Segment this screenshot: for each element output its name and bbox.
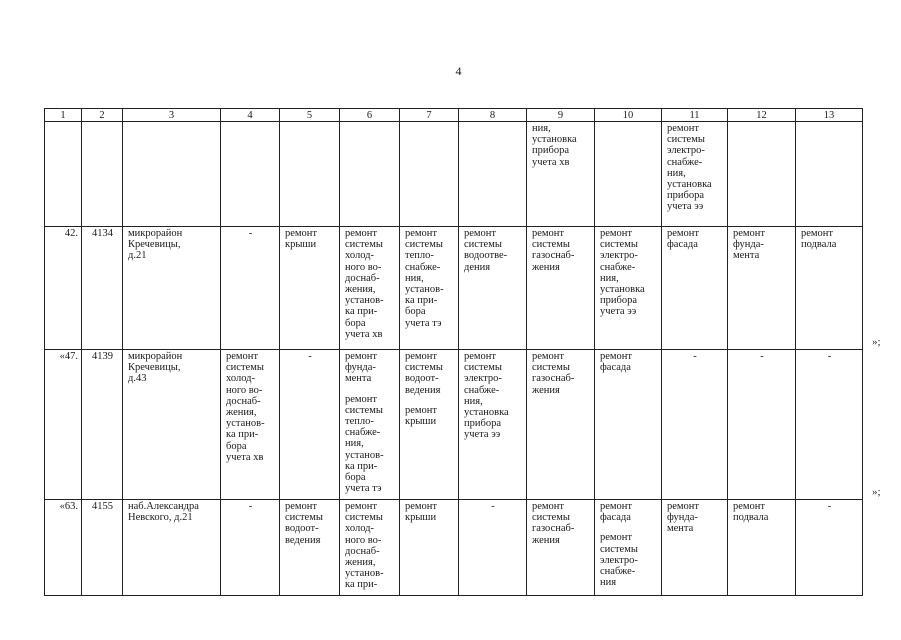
table-row xyxy=(45,227,863,350)
cell-text: 4155 xyxy=(92,501,113,512)
cell-text: 4139 xyxy=(92,351,113,362)
table-cell xyxy=(221,350,280,500)
cell-text: - xyxy=(827,501,832,512)
table-cell xyxy=(400,500,459,596)
cell-text: ремонт системы электро- снабже- ния, установка прибора учета ээ xyxy=(464,351,509,441)
table-cell xyxy=(728,500,796,596)
cell-text: «63. xyxy=(59,501,78,512)
table-cell xyxy=(340,500,400,596)
cell-text: «47. xyxy=(59,351,78,362)
table-cell xyxy=(595,227,662,350)
header-cell-13: 13 xyxy=(796,109,863,122)
header-cell-5: 5 xyxy=(280,109,340,122)
table-cell xyxy=(123,227,221,350)
cell-text: микрорайон Кречевицы, д.43 xyxy=(128,351,183,385)
table-cell xyxy=(459,500,527,596)
table-cell xyxy=(82,500,123,596)
table-cell xyxy=(45,350,82,500)
cell-text: ремонт системы электро- снабже- ния xyxy=(600,532,638,589)
cell-text: ремонт системы газоснаб- жения xyxy=(532,351,575,396)
cell-text: ния, установка прибора учета хв xyxy=(532,123,577,168)
cell-text: ремонт подвала xyxy=(801,228,837,251)
cell-text: ремонт системы электро- снабже- ния, установка прибора учета ээ xyxy=(600,228,645,318)
cell-text: ремонт крыши xyxy=(285,228,318,251)
table-cell xyxy=(595,350,662,500)
cell-text: ремонт системы газоснаб- жения xyxy=(532,501,575,546)
table-cell xyxy=(796,122,863,227)
table-cell xyxy=(280,122,340,227)
cell-text: ремонт фасада xyxy=(667,228,700,251)
cell-text: ремонт системы водоот- ведения xyxy=(285,501,323,546)
table-cell xyxy=(280,350,340,500)
table-row xyxy=(45,500,863,596)
cell-text: ремонт фасада xyxy=(600,351,633,374)
header-cell-1: 1 xyxy=(45,109,82,122)
table-cell xyxy=(796,227,863,350)
cell-text: ремонт системы водоотве- дения xyxy=(464,228,508,273)
table-cell xyxy=(82,227,123,350)
table-cell xyxy=(45,122,82,227)
table-cell xyxy=(459,350,527,500)
table-cell xyxy=(662,350,728,500)
header-row xyxy=(45,109,863,122)
table-cell xyxy=(82,350,123,500)
cell-text: ремонт фунда- мента xyxy=(667,501,700,535)
cell-text: - xyxy=(491,501,495,512)
cell-text: ремонт системы тепло- снабже- ния, установ- ка при- бора учета тэ xyxy=(405,228,444,329)
cell-text: - xyxy=(827,351,832,362)
cell-text: ремонт системы электро- снабже- ния, установка прибора учета ээ xyxy=(667,123,712,213)
cell-text: ремонт системы тепло- снабже- ния, установ- ка при- бора учета тэ xyxy=(345,393,384,495)
table-row xyxy=(45,350,863,500)
cell-text: микрорайон Кречевицы, д.21 xyxy=(128,228,183,262)
table-cell xyxy=(123,500,221,596)
cell-text: - xyxy=(693,351,697,362)
table-cell xyxy=(527,350,595,500)
header-cell-12: 12 xyxy=(728,109,796,122)
cell-text: ремонт подвала xyxy=(733,501,769,524)
table-cell xyxy=(280,500,340,596)
header-cell-4: 4 xyxy=(221,109,280,122)
table-cell xyxy=(400,122,459,227)
table-cell xyxy=(662,227,728,350)
cell-text: ремонт фунда- мента xyxy=(733,228,766,262)
table-cell xyxy=(221,500,280,596)
header-cell-11: 11 xyxy=(662,109,728,122)
table-cell xyxy=(796,350,863,500)
header-cell-6: 6 xyxy=(340,109,400,122)
table-cell xyxy=(340,350,400,500)
table-cell xyxy=(45,227,82,350)
repair-schedule-table xyxy=(44,108,863,596)
cell-text: - xyxy=(760,351,764,362)
table-cell xyxy=(123,350,221,500)
table-cell xyxy=(221,227,280,350)
table-cell xyxy=(123,122,221,227)
table-cell xyxy=(662,500,728,596)
header-cell-10: 10 xyxy=(595,109,662,122)
cell-text: ремонт фунда- мента xyxy=(345,351,378,385)
table-cell xyxy=(728,227,796,350)
cell-text: ремонт системы холод- ного во- доснаб- жения, установ- ка при- xyxy=(345,501,384,591)
table-cell xyxy=(662,122,728,227)
cell-text: - xyxy=(248,228,253,239)
cell-text: - xyxy=(248,501,253,512)
header-cell-3: 3 xyxy=(123,109,221,122)
header-cell-9: 9 xyxy=(527,109,595,122)
table-cell xyxy=(459,122,527,227)
header-cell-2: 2 xyxy=(82,109,123,122)
cell-text: ремонт крыши xyxy=(405,404,438,428)
table-cell xyxy=(527,122,595,227)
cell-text: 4134 xyxy=(92,228,113,239)
cell-text: ремонт системы холод- ного во- доснаб- жения, установ- ка при- бора учета хв xyxy=(345,228,384,340)
table-row xyxy=(45,122,863,227)
cell-text: ремонт системы холод- ного во- доснаб- жения, установ- ка при- бора учета хв xyxy=(226,351,265,463)
table-cell xyxy=(796,500,863,596)
cell-text: - xyxy=(308,351,312,362)
table-cell xyxy=(728,122,796,227)
cell-text: ремонт системы газоснаб- жения xyxy=(532,228,575,273)
closing-quote-mark: »; xyxy=(872,485,881,498)
cell-text: 42. xyxy=(64,228,78,239)
table-cell xyxy=(400,227,459,350)
header-cell-8: 8 xyxy=(459,109,527,122)
table-cell xyxy=(527,227,595,350)
table-cell xyxy=(400,350,459,500)
table-cell xyxy=(340,227,400,350)
table-cell xyxy=(728,350,796,500)
table-cell xyxy=(221,122,280,227)
page-number: 4 xyxy=(455,64,462,78)
cell-text: ремонт фасада xyxy=(600,501,633,524)
table-cell xyxy=(340,122,400,227)
table-cell xyxy=(595,500,662,596)
cell-text: ремонт крыши xyxy=(405,501,438,524)
table-cell xyxy=(82,122,123,227)
table-cell xyxy=(45,500,82,596)
cell-text: наб.Александра Невского, д.21 xyxy=(128,501,199,524)
header-cell-7: 7 xyxy=(400,109,459,122)
table-cell xyxy=(595,122,662,227)
table-cell xyxy=(527,500,595,596)
closing-quote-mark: »; xyxy=(872,335,881,348)
cell-text: ремонт системы водоот- ведения xyxy=(405,351,443,396)
table-cell xyxy=(459,227,527,350)
table-cell xyxy=(280,227,340,350)
